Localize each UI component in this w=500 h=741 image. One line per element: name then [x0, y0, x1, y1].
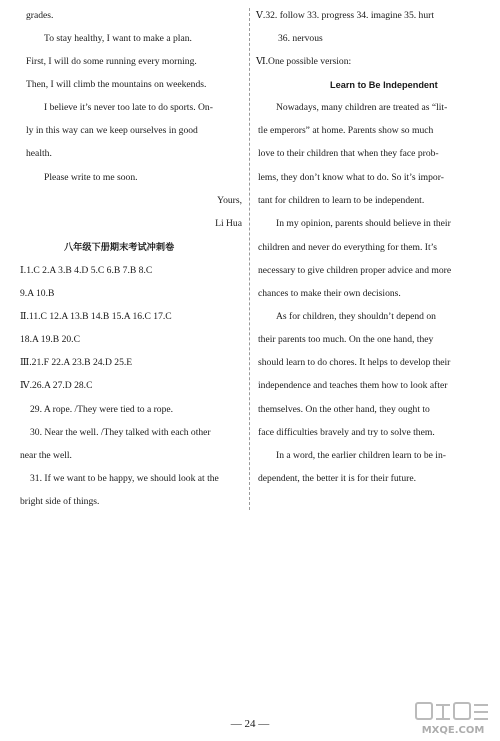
watermark-text: MXQE.COM [421, 725, 485, 736]
essay-line: In a word, the earlier children learn to be in- [276, 450, 446, 461]
section-v-answers-cont: 36. nervous [278, 33, 323, 44]
answer-line-1: Ⅰ.1.C 2.A 3.B 4.D 5.C 6.B 7.B 8.C [20, 265, 153, 276]
essay-line: tle emperors” at home. Parents show so much [258, 125, 434, 136]
essay-line: face difficulties bravely and try to solve them. [258, 427, 435, 438]
essay-line: should learn to do chores. It helps to develop their [258, 357, 451, 368]
essay-line: their parents too much. On the one hand, they [258, 334, 434, 345]
answer-line-7: 29. A rope. /They were tied to a rope. [30, 404, 174, 415]
answer-line-9: near the well. [20, 450, 72, 461]
answer-line-11: bright side of things. [20, 496, 100, 507]
left-line-7: health. [26, 148, 52, 159]
left-line-1: grades. [26, 10, 54, 21]
section-vi-label: Ⅵ.One possible version: [256, 56, 352, 67]
essay-line: chances to make their own decisions. [258, 288, 401, 299]
essay-line: themselves. On the other hand, they ought to [258, 404, 430, 415]
page-number: — 24 — [230, 718, 270, 730]
essay-line: necessary to give children proper advice and more [258, 265, 452, 276]
answer-line-6: Ⅳ.26.A 27.D 28.C [20, 380, 93, 391]
answer-line-10: 31. If we want to be happy, we should look at the [30, 473, 219, 484]
left-line-4: Then, I will climb the mountains on weekends. [26, 79, 207, 90]
answer-line-3: Ⅱ.11.C 12.A 13.B 14.B 15.A 16.C 17.C [20, 311, 172, 322]
essay-line: As for children, they shouldn’t depend on [276, 311, 436, 322]
left-line-8: Please write to me soon. [44, 172, 138, 183]
essay-line: independence and teaches them how to look after [258, 380, 448, 391]
letter-closing: Yours, [217, 195, 242, 206]
essay-line: Nowadays, many children are treated as “lit- [276, 102, 448, 113]
left-line-6: ly in this way can we keep ourselves in good [26, 125, 198, 136]
left-line-2: To stay healthy, I want to make a plan. [44, 33, 192, 44]
essay-line: children and never do everything for them. It’s [258, 242, 438, 253]
essay-line: In my opinion, parents should believe in their [276, 218, 451, 229]
letter-signature: Li Hua [215, 218, 242, 229]
section-title: 八年级下册期末考试冲刺卷 [64, 242, 175, 253]
column-divider [249, 8, 250, 510]
essay-line: tant for children to learn to be independent. [258, 195, 425, 206]
essay-title: Learn to Be Independent [330, 80, 438, 90]
answer-line-8: 30. Near the well. /They talked with each other [30, 427, 211, 438]
essay-line: lems, they don’t know what to do. So it’s impor- [258, 172, 444, 183]
section-v-answers: Ⅴ.32. follow 33. progress 34. imagine 35. hurt [256, 10, 434, 21]
essay-line: love to their children that when they face prob- [258, 148, 439, 159]
left-line-5: I believe it’s never too late to do sports. On- [44, 102, 213, 113]
watermark-logo [412, 699, 494, 737]
answer-line-4: 18.A 19.B 20.C [20, 334, 80, 345]
left-line-3: First, I will do some running every morning. [26, 56, 197, 67]
answer-line-2: 9.A 10.B [20, 288, 55, 299]
essay-line: dependent, the better it is for their future. [258, 473, 416, 484]
answer-line-5: Ⅲ.21.F 22.A 23.B 24.D 25.E [20, 357, 133, 368]
